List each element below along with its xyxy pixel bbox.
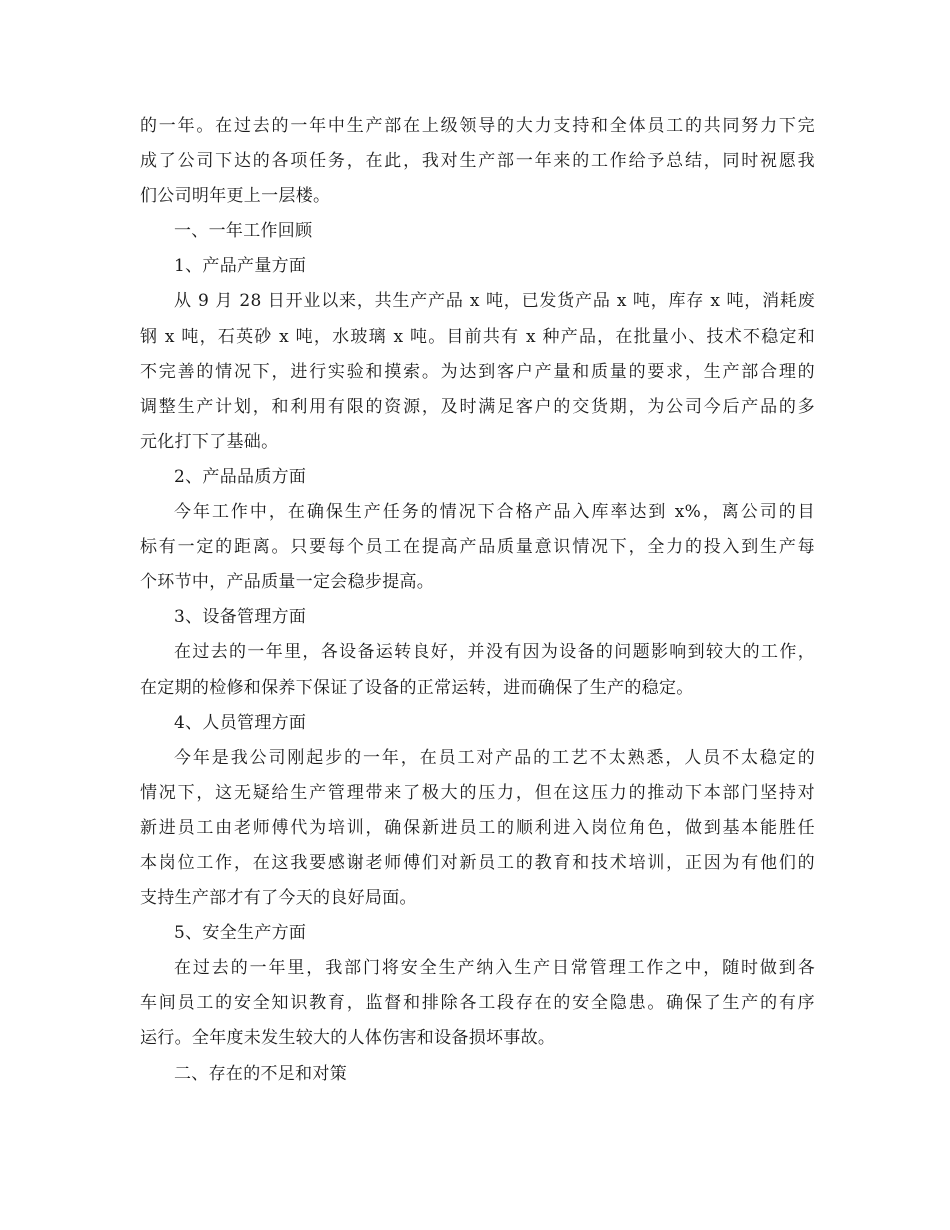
text-line: 运行。全年度未发生较大的人体伤害和设备损坏事故。 <box>140 1028 556 1049</box>
text-line: 标有一定的距离。只要每个员工在提高产品质量意识情况下，全力的投入到生产每 <box>140 537 815 558</box>
text-line: 调整生产计划，和利用有限的资源，及时满足客户的交货期，为公司今后产品的多 <box>140 396 815 417</box>
text-line: 在过去的一年里，各设备运转良好，并没有因为设备的问题影响到较大的工作， <box>174 642 815 663</box>
text-line: 情况下，这无疑给生产管理带来了极大的压力，但在这压力的推动下本部门坚持对 <box>140 782 815 803</box>
text-line: 支持生产部才有了今天的良好局面。 <box>140 888 417 909</box>
text-line: 本岗位工作，在这我要感谢老师傅们对新员工的教育和技术培训，正因为有他们的 <box>140 852 815 873</box>
text-line: 新进员工由老师傅代为培训，确保新进员工的顺利进入岗位角色，做到基本能胜任 <box>140 817 815 838</box>
text-line: 在定期的检修和保养下保证了设备的正常运转，进而确保了生产的稳定。 <box>140 677 694 698</box>
text-line: 的一年。在过去的一年中生产部在上级领导的大力支持和全体员工的共同努力下完 <box>140 116 815 136</box>
text-line: 5、安全生产方面 <box>174 923 307 944</box>
text-line: 从 9 月 28 日开业以来，共生产产品 x 吨，已发货产品 x 吨，库存 x 吨，消耗废 <box>174 291 815 312</box>
text-line: 在过去的一年里，我部门将安全生产纳入生产日常管理工作之中，随时做到各 <box>174 958 815 979</box>
text-line: 2、产品品质方面 <box>174 466 307 487</box>
text-line: 一、一年工作回顾 <box>174 221 313 242</box>
text-line: 成了公司下达的各项任务，在此，我对生产部一年来的工作给予总结，同时祝愿我 <box>140 151 815 172</box>
text-line: 个环节中，产品质量一定会稳步提高。 <box>140 572 435 593</box>
text-line: 不完善的情况下，进行实验和摸索。为达到客户产量和质量的要求，生产部合理的 <box>140 361 815 382</box>
text-line: 1、产品产量方面 <box>174 256 307 277</box>
text-line: 车间员工的安全知识教育，监督和排除各工段存在的安全隐患。确保了生产的有序 <box>140 993 815 1014</box>
text-line: 二、存在的不足和对策 <box>174 1063 347 1084</box>
document-body <box>140 109 815 1092</box>
text-line: 4、人员管理方面 <box>174 712 307 733</box>
text-line: 3、设备管理方面 <box>174 607 307 628</box>
text-line: 们公司明年更上一层楼。 <box>140 186 331 207</box>
text-line: 元化打下了基础。 <box>140 431 279 452</box>
text-line: 今年是我公司刚起步的一年，在员工对产品的工艺不太熟悉，人员不太稳定的 <box>174 747 815 768</box>
text-line: 钢 x 吨，石英砂 x 吨，水玻璃 x 吨。目前共有 x 种产品，在批量小、技术不稳定和 <box>140 326 815 347</box>
text-line: 今年工作中，在确保生产任务的情况下合格产品入库率达到 x%，离公司的目 <box>174 502 815 523</box>
